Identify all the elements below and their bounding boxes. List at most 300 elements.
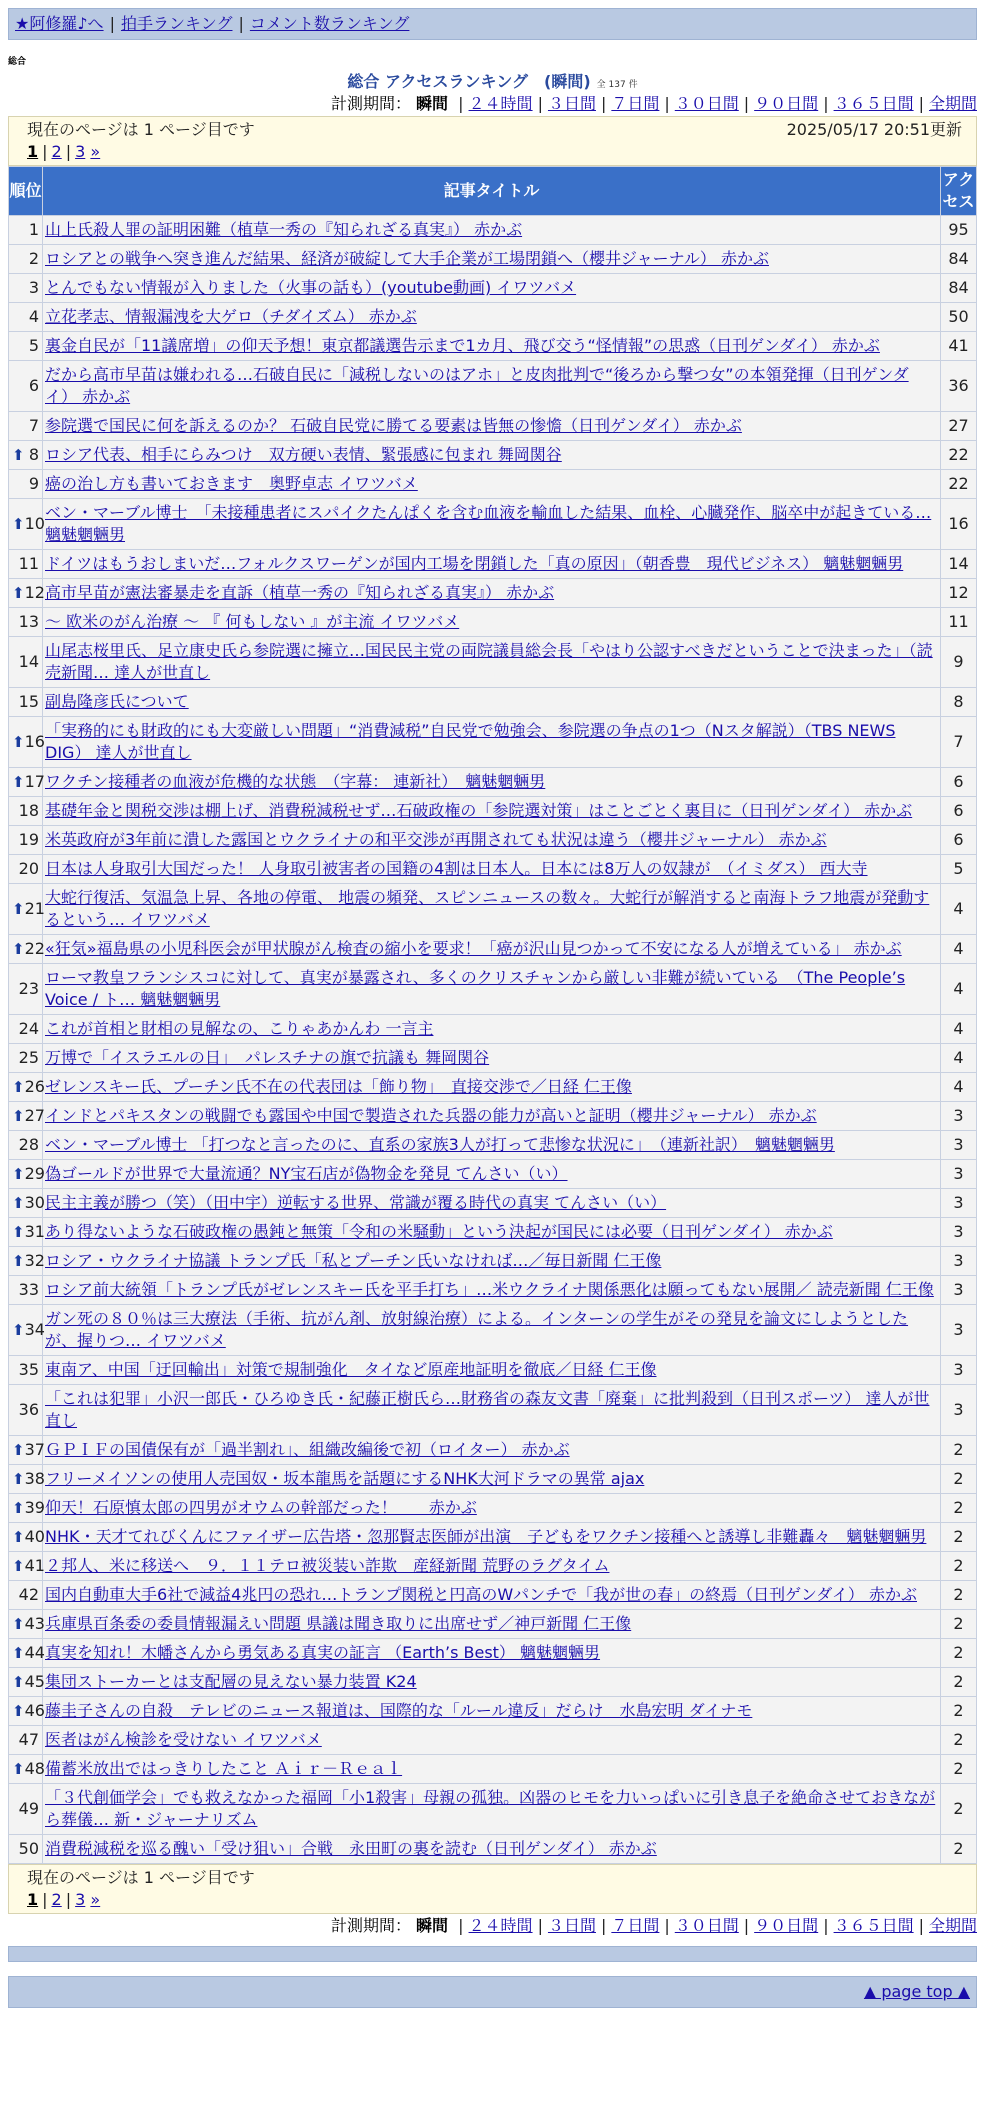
page-heading bbox=[8, 69, 977, 92]
article-title-link[interactable]: ローマ教皇フランシスコに対して、真実が暴露され、多くのクリスチャンから厳しい非難が続いている （The People’s Voice / ト… 魑魅魍魎男 bbox=[45, 968, 906, 1009]
title-cell bbox=[43, 1784, 941, 1835]
article-title-link[interactable]: 仰天！石原慎太郎の四男がオウムの幹部だった！ 赤かぶ bbox=[45, 1498, 477, 1517]
article-title-link[interactable]: ロシア前大統領「トランプ氏がゼレンスキー氏を平手打ち」…米ウクライナ関係悪化は願ってもない展開／ 読売新聞 仁王像 bbox=[45, 1280, 934, 1299]
rank-up-arrow-icon: ⬆ bbox=[12, 1252, 25, 1270]
table-row bbox=[9, 688, 977, 717]
rank-number: 39 bbox=[24, 1498, 45, 1517]
period-option-link[interactable]: 全期間 bbox=[928, 1916, 977, 1935]
article-title-link[interactable]: ロシアとの戦争へ突き進んだ結果、経済が破綻して大手企業が工場閉鎖へ（櫻井ジャーナル） 赤かぶ bbox=[45, 249, 769, 268]
period-separator: | bbox=[823, 1916, 829, 1935]
title-cell bbox=[43, 550, 941, 579]
footer-bar bbox=[8, 1946, 977, 1962]
access-count: 2 bbox=[941, 1668, 977, 1697]
title-cell bbox=[43, 1494, 941, 1523]
table-row bbox=[9, 717, 977, 768]
rank-number: 41 bbox=[24, 1556, 45, 1575]
rank-cell bbox=[9, 1755, 43, 1784]
rank-cell bbox=[9, 1073, 43, 1102]
rank-cell bbox=[9, 332, 43, 361]
article-title-link[interactable]: 備蓄米放出ではっきりしたこと Ａｉｒ－Ｒｅａｌ bbox=[45, 1759, 403, 1778]
table-row bbox=[9, 1835, 977, 1864]
article-title-link[interactable]: 裏金自民が「11議席増」の仰天予想！東京都議選告示まで1カ月、飛び交う“怪情報”の思惑（日刊ゲンダイ） 赤かぶ bbox=[45, 336, 880, 355]
access-count: 27 bbox=[941, 412, 977, 441]
article-title-link[interactable]: とんでもない情報が入りました（火事の話も）(youtube動画) イワツバメ bbox=[45, 278, 577, 297]
category-label: 総合 bbox=[8, 57, 27, 67]
article-title-link[interactable]: ロシア代表、相手にらみつけ 双方硬い表情、緊張感に包まれ 舞岡関谷 bbox=[45, 445, 562, 464]
rank-up-arrow-icon: ⬆ bbox=[12, 1107, 25, 1125]
rank-cell bbox=[9, 884, 43, 935]
table-row bbox=[9, 412, 977, 441]
rank-up-arrow-icon: ⬆ bbox=[12, 1470, 25, 1488]
title-cell bbox=[43, 637, 941, 688]
access-count: 95 bbox=[941, 216, 977, 245]
title-cell bbox=[43, 1755, 941, 1784]
title-cell bbox=[43, 1160, 941, 1189]
table-row bbox=[9, 470, 977, 499]
rank-cell bbox=[9, 855, 43, 884]
period-label: 計測期間： bbox=[330, 94, 411, 113]
rank-up-arrow-icon: ⬆ bbox=[12, 1702, 25, 1720]
access-count: 2 bbox=[941, 1436, 977, 1465]
period-option-link[interactable]: 全期間 bbox=[928, 94, 977, 113]
title-cell bbox=[43, 1276, 941, 1305]
access-count: 84 bbox=[941, 274, 977, 303]
table-row bbox=[9, 361, 977, 412]
access-count: 3 bbox=[941, 1160, 977, 1189]
rank-cell bbox=[9, 637, 43, 688]
article-title-link[interactable]: 兵庫県百条委の委員情報漏えい問題 県議は聞き取りに出席せず／神戸新聞 仁王像 bbox=[45, 1614, 632, 1633]
rank-cell bbox=[9, 303, 43, 332]
access-count: 41 bbox=[941, 332, 977, 361]
table-row bbox=[9, 1697, 977, 1726]
rank-cell bbox=[9, 1131, 43, 1160]
title-cell bbox=[43, 1073, 941, 1102]
rank-number: 12 bbox=[24, 583, 45, 602]
article-title-link[interactable]: 民主主義が勝つ（笑）（田中宇）逆転する世界、常識が覆る時代の真実 てんさい（い） bbox=[45, 1193, 667, 1212]
rank-cell bbox=[9, 1668, 43, 1697]
rank-up-arrow-icon: ⬆ bbox=[12, 584, 25, 602]
access-count: 9 bbox=[941, 637, 977, 688]
title-cell bbox=[43, 768, 941, 797]
rank-cell bbox=[9, 1697, 43, 1726]
access-count: 22 bbox=[941, 470, 977, 499]
table-row bbox=[9, 1218, 977, 1247]
table-row bbox=[9, 441, 977, 470]
rank-cell bbox=[9, 964, 43, 1015]
rank-cell bbox=[9, 1523, 43, 1552]
access-count: 6 bbox=[941, 826, 977, 855]
page-current: 1 bbox=[27, 142, 39, 161]
rank-cell bbox=[9, 1276, 43, 1305]
rank-cell bbox=[9, 499, 43, 550]
rank-cell bbox=[9, 826, 43, 855]
rank-cell bbox=[9, 717, 43, 768]
article-title-link[interactable]: インドとパキスタンの戦闘でも露国や中国で製造された兵器の能力が高いと証明（櫻井ジャーナル） 赤かぶ bbox=[45, 1106, 817, 1125]
access-count: 4 bbox=[941, 1044, 977, 1073]
period-option-link[interactable]: ２４時間 bbox=[468, 1916, 533, 1935]
table-row bbox=[9, 1305, 977, 1356]
title-cell bbox=[43, 1610, 941, 1639]
rank-number: 43 bbox=[24, 1614, 45, 1633]
rank-number: 27 bbox=[24, 1106, 45, 1125]
page-status: 現在のページは 1 ページ目です bbox=[27, 120, 255, 139]
access-count: 3 bbox=[941, 1305, 977, 1356]
rank-cell bbox=[9, 1385, 43, 1436]
article-title-link[interactable]: ゼレンスキー氏、プーチン氏不在の代表団は「飾り物」 直接交渉で／日経 仁王像 bbox=[45, 1077, 632, 1096]
article-title-link[interactable]: 山尾志桜里氏、足立康史氏ら参院選に擁立…国民民主党の両院議員総会長「やはり公認すべきだということで決まった」（読売新聞… 達人が世直し bbox=[45, 641, 933, 682]
rank-number: 30 bbox=[24, 1193, 45, 1212]
period-option-link[interactable]: ３６５日間 bbox=[833, 1916, 914, 1935]
rank-up-arrow-icon: ⬆ bbox=[12, 940, 25, 958]
title-cell bbox=[43, 717, 941, 768]
article-title-link[interactable]: ベン・マーブル博士 「打つなと言ったのに、直系の家族3人が打って悲惨な状況に」 （連新社訳） 魑魅魍魎男 bbox=[45, 1135, 835, 1154]
period-option-link[interactable]: ７日間 bbox=[611, 1916, 660, 1935]
rank-cell bbox=[9, 470, 43, 499]
period-option-link[interactable]: ３０日間 bbox=[674, 1916, 739, 1935]
period-option-link[interactable]: ３６５日間 bbox=[833, 94, 914, 113]
title-cell bbox=[43, 1639, 941, 1668]
article-title-link[interactable]: 日本は人身取引大国だった！ 人身取引被害者の国籍の4割は日本人。日本には8万人の奴隷が （イミダス） 西大寺 bbox=[45, 859, 868, 878]
title-cell bbox=[43, 1552, 941, 1581]
rank-number: 45 bbox=[24, 1672, 45, 1691]
table-row bbox=[9, 216, 977, 245]
rank-up-arrow-icon: ⬆ bbox=[12, 1499, 25, 1517]
access-count: 6 bbox=[941, 768, 977, 797]
comment-ranking-link[interactable]: コメント数ランキング bbox=[249, 14, 410, 33]
article-title-link[interactable]: 消費税減税を巡る醜い「受け狙い」合戦 永田町の裏を読む（日刊ゲンダイ） 赤かぶ bbox=[45, 1839, 657, 1858]
period-separator: | bbox=[918, 1916, 924, 1935]
table-row bbox=[9, 303, 977, 332]
title-cell bbox=[43, 1247, 941, 1276]
article-title-link[interactable]: 「これは犯罪」小沢一郎氏・ひろゆき氏・紀藤正樹氏ら…財務省の森友文書「廃棄」に批判殺到（日刊スポーツ） 達人が世直し bbox=[45, 1389, 930, 1430]
rank-cell bbox=[9, 1356, 43, 1385]
article-title-link[interactable]: これが首相と財相の見解なの、こりゃあかんわ 一言主 bbox=[45, 1019, 434, 1038]
access-count: 22 bbox=[941, 441, 977, 470]
rank-cell bbox=[9, 550, 43, 579]
ranking-table bbox=[8, 166, 977, 1864]
rank-cell bbox=[9, 1835, 43, 1864]
rank-cell bbox=[9, 412, 43, 441]
rank-up-arrow-icon: ⬆ bbox=[12, 1760, 25, 1778]
table-row bbox=[9, 1726, 977, 1755]
rank-number: 22 bbox=[24, 939, 45, 958]
access-count: 3 bbox=[941, 1131, 977, 1160]
access-count: 2 bbox=[941, 1552, 977, 1581]
rank-up-arrow-icon: ⬆ bbox=[12, 1078, 25, 1096]
article-title-link[interactable]: 基礎年金と関税交渉は棚上げ、消費税減税せず…石破政権の「参院選対策」はことごとく裏目に（日刊ゲンダイ） 赤かぶ bbox=[45, 801, 913, 820]
article-title-link[interactable]: 万博で「イスラエルの日」 パレスチナの旗で抗議も 舞岡関谷 bbox=[45, 1048, 490, 1067]
title-cell bbox=[43, 1465, 941, 1494]
rank-cell bbox=[9, 608, 43, 637]
page-2-link[interactable]: 2 bbox=[51, 142, 62, 161]
access-count: 7 bbox=[941, 717, 977, 768]
article-title-link[interactable]: ロシア・ウクライナ協議 トランプ氏「私とプーチン氏いなければ…／毎日新聞 仁王像 bbox=[45, 1251, 662, 1270]
clap-ranking-link[interactable]: 拍手ランキング bbox=[120, 14, 233, 33]
article-title-link[interactable]: ＧＰＩＦの国債保有が「過半割れ」、組織改編後で初（ロイター） 赤かぶ bbox=[45, 1440, 570, 1459]
period-selector-top bbox=[8, 92, 977, 116]
table-row bbox=[9, 274, 977, 303]
period-separator: | bbox=[600, 94, 607, 113]
article-title-link[interactable]: だから高市早苗は嫌われる…石破自民に「減税しないのはアホ」と皮肉批判で“後ろから撃つ女”の本領発揮（日刊ゲンダイ） 赤かぶ bbox=[45, 365, 909, 406]
period-separator: | bbox=[537, 94, 543, 113]
article-title-link[interactable]: あり得ないような石破政権の愚鈍と無策「令和の米騒動」という決起が国民には必要（日刊ゲンダイ） 赤かぶ bbox=[45, 1222, 833, 1241]
page-current: 1 bbox=[27, 1890, 39, 1909]
period-separator: | bbox=[537, 1916, 543, 1935]
page-3-link[interactable]: 3 bbox=[75, 1890, 86, 1909]
rank-cell bbox=[9, 797, 43, 826]
rank-cell bbox=[9, 1015, 43, 1044]
rank-cell bbox=[9, 1552, 43, 1581]
rank-number: 9 bbox=[28, 474, 39, 493]
article-title-link[interactable]: «狂気»福島県の小児科医会が甲状腺がん検査の縮小を要求！「癌が沢山見つかって不安になる人が増えている」 赤かぶ bbox=[45, 939, 902, 958]
next-page-link[interactable]: » bbox=[90, 142, 101, 161]
page-top-link[interactable]: ▲ page top ▲ bbox=[863, 1982, 970, 2001]
article-title-link[interactable]: 米英政府が3年前に潰した露国とウクライナの和平交渉が再開されても状況は違う（櫻井ジャーナル） 赤かぶ bbox=[45, 830, 827, 849]
article-title-link[interactable]: ～ 欧米のがん治療 ～ 『 何もしない 』が主流 イワツバメ bbox=[45, 612, 460, 631]
table-row bbox=[9, 579, 977, 608]
article-title-link[interactable]: NHK・天才てれびくんにファイザー広告塔・忽那賢志医師が出演 子どもをワクチン接種へと誘導し非難轟々 魑魅魍魎男 bbox=[45, 1527, 927, 1546]
table-row bbox=[9, 855, 977, 884]
title-cell bbox=[43, 964, 941, 1015]
article-title-link[interactable]: 藤圭子さんの自殺 テレビのニュース報道は、国際的な「ルール違反」だらけ 水島宏明 ダイナモ bbox=[45, 1701, 753, 1720]
rank-cell bbox=[9, 1465, 43, 1494]
title-cell bbox=[43, 579, 941, 608]
rank-up-arrow-icon: ⬆ bbox=[12, 1223, 25, 1241]
table-row bbox=[9, 1523, 977, 1552]
access-count: 4 bbox=[941, 884, 977, 935]
period-option-link[interactable]: ３日間 bbox=[547, 94, 596, 113]
rank-number: 19 bbox=[18, 830, 39, 849]
rank-number: 37 bbox=[24, 1440, 45, 1459]
rank-number: 26 bbox=[24, 1077, 45, 1096]
table-row bbox=[9, 332, 977, 361]
rank-up-arrow-icon: ⬆ bbox=[12, 1644, 25, 1662]
rank-cell bbox=[9, 1639, 43, 1668]
access-count: 4 bbox=[941, 935, 977, 964]
top-navigation bbox=[8, 8, 977, 40]
rank-cell bbox=[9, 1189, 43, 1218]
period-separator: | bbox=[918, 94, 924, 113]
access-count: 6 bbox=[941, 797, 977, 826]
rank-cell bbox=[9, 1610, 43, 1639]
access-count: 12 bbox=[941, 579, 977, 608]
access-count: 84 bbox=[941, 245, 977, 274]
column-header-title: 記事タイトル bbox=[43, 167, 941, 216]
article-title-link[interactable]: ワクチン接種者の血液が危機的な状態 （字幕： 連新社） 魑魅魍魎男 bbox=[45, 772, 546, 791]
title-cell bbox=[43, 688, 941, 717]
period-separator: | bbox=[823, 94, 829, 113]
period-option-link[interactable]: ９０日間 bbox=[754, 1916, 819, 1935]
rank-number: 48 bbox=[24, 1759, 45, 1778]
period-option-link[interactable]: ３日間 bbox=[547, 1916, 596, 1935]
updated-timestamp: 2025/05/17 20:51更新 bbox=[786, 120, 962, 139]
access-count: 2 bbox=[941, 1465, 977, 1494]
table-row bbox=[9, 1160, 977, 1189]
rank-number: 3 bbox=[28, 278, 39, 297]
pager-bottom bbox=[8, 1864, 977, 1914]
rank-number: 31 bbox=[24, 1222, 45, 1241]
table-row bbox=[9, 1436, 977, 1465]
title-cell bbox=[43, 216, 941, 245]
title-cell bbox=[43, 1218, 941, 1247]
page-links: 1 | 2 | 3 » bbox=[27, 1890, 101, 1909]
rank-cell bbox=[9, 1044, 43, 1073]
table-row bbox=[9, 1102, 977, 1131]
table-row bbox=[9, 550, 977, 579]
rank-number: 36 bbox=[18, 1400, 39, 1419]
period-label: 計測期間： bbox=[330, 1916, 411, 1935]
title-cell bbox=[43, 470, 941, 499]
article-title-link[interactable]: 東南ア、中国「迂回輸出」対策で規制強化 タイなど原産地証明を徹底／日経 仁王像 bbox=[45, 1360, 657, 1379]
rank-number: 5 bbox=[28, 336, 39, 355]
page-status: 現在のページは 1 ページ目です bbox=[27, 1868, 255, 1887]
title-cell bbox=[43, 1726, 941, 1755]
rank-number: 4 bbox=[28, 307, 39, 326]
title-cell bbox=[43, 1697, 941, 1726]
rank-number: 38 bbox=[24, 1469, 45, 1488]
title-cell bbox=[43, 1436, 941, 1465]
rank-number: 35 bbox=[18, 1360, 39, 1379]
access-count: 3 bbox=[941, 1247, 977, 1276]
title-cell bbox=[43, 303, 941, 332]
rank-cell bbox=[9, 1102, 43, 1131]
table-row bbox=[9, 499, 977, 550]
article-title-link[interactable]: 参院選で国民に何を訴えるのか？ 石破自民党に勝てる要素は皆無の惨憺（日刊ゲンダイ） 赤かぶ bbox=[45, 416, 742, 435]
access-count: 2 bbox=[941, 1835, 977, 1864]
access-count: 4 bbox=[941, 1015, 977, 1044]
article-title-link[interactable]: 立花孝志、情報漏洩を大ゲロ（チダイズム） 赤かぶ bbox=[45, 307, 417, 326]
rank-up-arrow-icon: ⬆ bbox=[12, 1557, 25, 1575]
access-count: 11 bbox=[941, 608, 977, 637]
rank-cell bbox=[9, 1436, 43, 1465]
access-count: 2 bbox=[941, 1726, 977, 1755]
table-row bbox=[9, 1610, 977, 1639]
table-row bbox=[9, 935, 977, 964]
title-cell bbox=[43, 855, 941, 884]
rank-cell bbox=[9, 1726, 43, 1755]
period-option-link[interactable]: ２４時間 bbox=[468, 94, 533, 113]
rank-cell bbox=[9, 579, 43, 608]
table-row bbox=[9, 1784, 977, 1835]
table-row bbox=[9, 1044, 977, 1073]
access-count: 2 bbox=[941, 1523, 977, 1552]
table-row bbox=[9, 1015, 977, 1044]
page-2-link[interactable]: 2 bbox=[51, 1890, 62, 1909]
article-title-link[interactable]: 副島隆彦氏について bbox=[45, 692, 189, 711]
article-title-link[interactable]: 医者はがん検診を受けない イワツバメ bbox=[45, 1730, 322, 1749]
rank-cell bbox=[9, 1218, 43, 1247]
article-title-link[interactable]: ガン死の８０％は三大療法（手術、抗がん剤、放射線治療）による。インターンの学生がその発見を論文にしようとしたが、握りつ… イワツバメ bbox=[45, 1309, 909, 1350]
access-count: 3 bbox=[941, 1276, 977, 1305]
article-title-link[interactable]: ２邦人、米に移送へ ９．１１テロ被災装い詐欺 産経新聞 荒野のラグタイム bbox=[45, 1556, 610, 1575]
period-selector-bottom bbox=[8, 1914, 977, 1938]
article-title-link[interactable]: 大蛇行復活、気温急上昇、各地の停電、 地震の頻発、スピンニュースの数々。大蛇行が解消すると南海トラフ地震が発動するという… イワツバメ bbox=[45, 888, 930, 929]
title-cell bbox=[43, 1581, 941, 1610]
rank-cell bbox=[9, 1247, 43, 1276]
rank-cell bbox=[9, 1784, 43, 1835]
title-cell bbox=[43, 499, 941, 550]
page-3-link[interactable]: 3 bbox=[75, 142, 86, 161]
nav-separator: | bbox=[109, 14, 115, 33]
rank-number: 1 bbox=[28, 220, 39, 239]
rank-up-arrow-icon: ⬆ bbox=[12, 773, 25, 791]
title-cell bbox=[43, 441, 941, 470]
table-row bbox=[9, 1755, 977, 1784]
table-row bbox=[9, 797, 977, 826]
rank-number: 40 bbox=[24, 1527, 45, 1546]
title-cell bbox=[43, 1131, 941, 1160]
period-option-link[interactable]: ７日間 bbox=[611, 94, 660, 113]
article-title-link[interactable]: 集団ストーカーとは支配層の見えない暴力装置 K24 bbox=[45, 1672, 417, 1691]
period-option-link[interactable]: ３０日間 bbox=[674, 94, 739, 113]
rank-number: 20 bbox=[18, 859, 39, 878]
title-cell bbox=[43, 1356, 941, 1385]
access-count: 3 bbox=[941, 1102, 977, 1131]
rank-cell bbox=[9, 216, 43, 245]
next-page-link[interactable]: » bbox=[90, 1890, 101, 1909]
rank-number: 29 bbox=[24, 1164, 45, 1183]
table-row bbox=[9, 1639, 977, 1668]
title-cell bbox=[43, 826, 941, 855]
article-title-link[interactable]: 真実を知れ！木幡さんから勇気ある真実の証言 （Earth’s Best） 魑魅魍魎男 bbox=[45, 1643, 601, 1662]
rank-cell bbox=[9, 274, 43, 303]
rank-cell bbox=[9, 1494, 43, 1523]
article-title-link[interactable]: 高市早苗が憲法審暴走を直訴（植草一秀の『知られざる真実』） 赤かぶ bbox=[45, 583, 555, 602]
rank-cell bbox=[9, 1160, 43, 1189]
access-count: 2 bbox=[941, 1697, 977, 1726]
period-option-link[interactable]: ９０日間 bbox=[754, 94, 819, 113]
title-cell bbox=[43, 361, 941, 412]
article-title-link[interactable]: 癌の治し方も書いておきます 奥野卓志 イワツバメ bbox=[45, 474, 418, 493]
article-title-link[interactable]: フリーメイソンの使用人売国奴・坂本龍馬を話題にするNHK大河ドラマの異常 ajax bbox=[45, 1469, 645, 1488]
article-title-link[interactable]: 「実務的にも財政的にも大変厳しい問題」“消費減税”自民党で勉強会、参院選の争点の1つ（Nスタ解説）（TBS NEWS DIG） 達人が世直し bbox=[45, 721, 896, 762]
title-cell bbox=[43, 412, 941, 441]
access-count: 3 bbox=[941, 1189, 977, 1218]
rank-cell bbox=[9, 768, 43, 797]
access-count: 14 bbox=[941, 550, 977, 579]
table-row bbox=[9, 1356, 977, 1385]
title-cell bbox=[43, 1044, 941, 1073]
rank-number: 15 bbox=[18, 692, 39, 711]
rank-cell bbox=[9, 1581, 43, 1610]
access-count: 8 bbox=[941, 688, 977, 717]
table-row bbox=[9, 245, 977, 274]
rank-number: 16 bbox=[24, 732, 45, 751]
article-title-link[interactable]: ベン・マーブル博士 「未接種患者にスパイクたんぱくを含む血液を輸血した結果、血栓、心臓発作、脳卒中が起きている… 魑魅魍魎男 bbox=[45, 503, 932, 544]
table-row bbox=[9, 608, 977, 637]
article-title-link[interactable]: ドイツはもうおしまいだ…フォルクスワーゲンが国内工場を閉鎖した「真の原因」（朝香豊 現代ビジネス） 魑魅魍魎男 bbox=[45, 554, 904, 573]
article-title-link[interactable]: 「３代創価学会」でも救えなかった福岡「小1殺害」母親の孤独。凶器のヒモを力いっぱいに引き息子を絶命させておきながら葬儀… 新・ジャーナリズム bbox=[45, 1788, 936, 1829]
rank-up-arrow-icon: ⬆ bbox=[12, 1528, 25, 1546]
title-cell bbox=[43, 1523, 941, 1552]
access-count: 2 bbox=[941, 1639, 977, 1668]
article-title-link[interactable]: 国内自動車大手6社で減益4兆円の恐れ…トランプ関税と円高のWパンチで「我が世の春」の終焉（日刊ゲンダイ） 赤かぶ bbox=[45, 1585, 917, 1604]
rank-number: 2 bbox=[28, 249, 39, 268]
rank-number: 32 bbox=[24, 1251, 45, 1270]
rank-up-arrow-icon: ⬆ bbox=[12, 1673, 25, 1691]
home-link[interactable]: ★阿修羅♪へ bbox=[15, 14, 104, 33]
article-title-link[interactable]: 山上氏殺人罪の証明困難（植草一秀の『知られざる真実』） 赤かぶ bbox=[45, 220, 523, 239]
period-separator: | bbox=[743, 1916, 750, 1935]
access-count: 2 bbox=[941, 1581, 977, 1610]
table-row bbox=[9, 1465, 977, 1494]
access-count: 3 bbox=[941, 1356, 977, 1385]
article-title-link[interactable]: 偽ゴールドが世界で大量流通？NY宝石店が偽物金を発見 てんさい（い） bbox=[45, 1164, 568, 1183]
title-cell bbox=[43, 608, 941, 637]
access-count: 2 bbox=[941, 1784, 977, 1835]
rank-cell bbox=[9, 361, 43, 412]
rank-up-arrow-icon: ⬆ bbox=[12, 446, 25, 464]
